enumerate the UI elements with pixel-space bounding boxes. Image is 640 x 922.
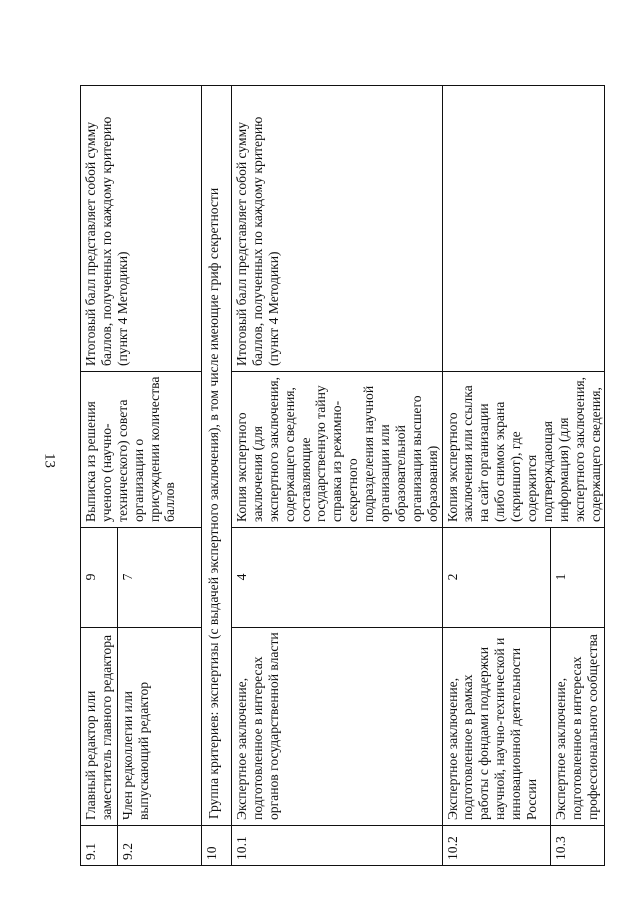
document-description: Выписка из решения ученого (научно-технического) совета организации о присуждении количества баллов — [81, 372, 202, 528]
document-description: Копия экспертного заключения (для экспертного заключения, содержащего сведения, составляющие государственную тайну справка из режимно-секретного подразделения научной организации или образовательной организации высшего образования) — [232, 372, 443, 528]
criterion-name: Экспертное заключение, подготовленное в интересах органов государственной власти — [232, 628, 443, 826]
table-row — [442, 86, 550, 866]
score: 7 — [118, 528, 202, 628]
table-row — [81, 86, 118, 866]
score: 1 — [550, 528, 605, 628]
row-number: 9.2 — [118, 826, 202, 866]
page-number: 13 — [41, 453, 58, 468]
table-row — [232, 86, 443, 866]
score: 4 — [232, 528, 443, 628]
criterion-name: Экспертное заключение, подготовленное в интересах профессионального сообщества — [550, 628, 605, 826]
note: Итоговый балл представляет собой сумму баллов, полученных по каждому критерию (пункт 4 Методики) — [81, 86, 202, 372]
score: 2 — [442, 528, 550, 628]
note — [442, 86, 605, 372]
row-number: 10.1 — [232, 826, 443, 866]
row-number: 10 — [202, 826, 232, 866]
criterion-name: Экспертное заключение, подготовленное в рамках работы с фондами поддержки научной, научно-технической и инновационной деятельности России — [442, 628, 550, 826]
criteria-table-rotated — [80, 86, 630, 866]
criterion-name: Главный редактор или заместитель главного редактора — [81, 628, 118, 826]
score: 9 — [81, 528, 118, 628]
document-description: Копия экспертного заключения или ссылка на сайт организации (либо снимок экрана (скриншот), где содержится подтверждающая информация) (для экспертного заключения, содержащего сведения, — [442, 372, 605, 528]
group-title: Группа критериев: экспертизы (с выдачей экспертного заключения), в том числе имеющие гриф секретности — [202, 86, 232, 826]
criterion-name: Член редколлегии или выпускающий редактор — [118, 628, 202, 826]
note: Итоговый балл представляет собой сумму баллов, полученных по каждому критерию (пункт 4 Методики) — [232, 86, 443, 372]
row-number: 10.3 — [550, 826, 605, 866]
row-number: 9.1 — [81, 826, 118, 866]
row-number: 10.2 — [442, 826, 550, 866]
criteria-table — [80, 85, 605, 866]
group-row — [202, 86, 232, 866]
